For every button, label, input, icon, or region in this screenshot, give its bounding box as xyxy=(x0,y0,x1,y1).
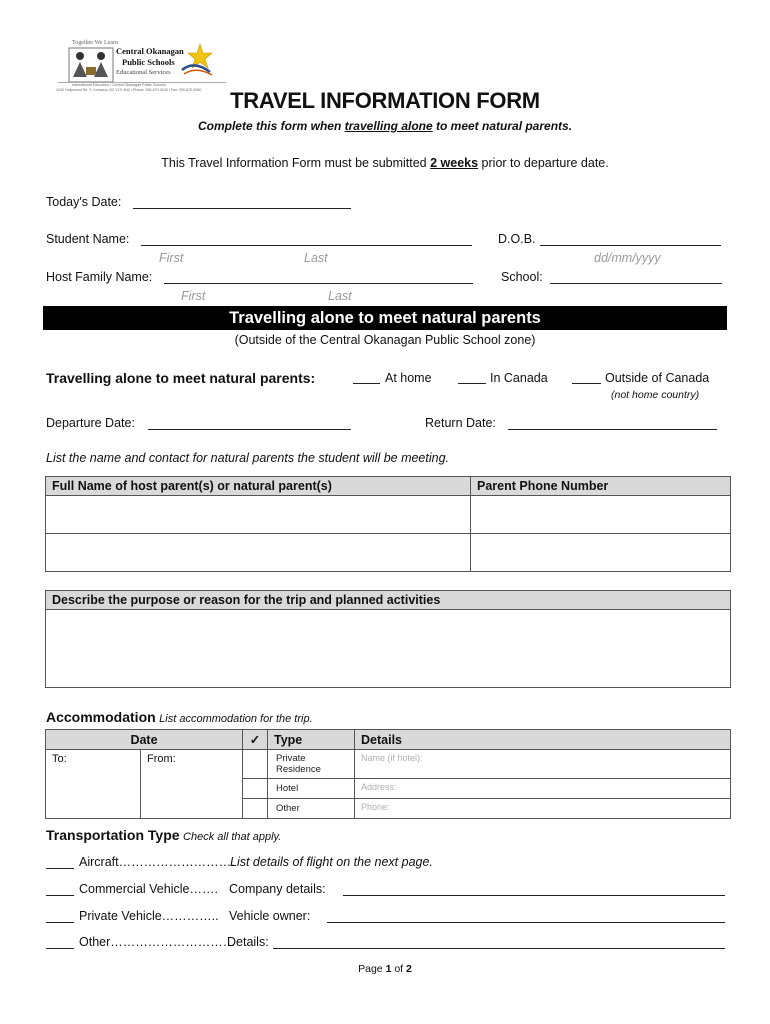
dob-label: D.O.B. xyxy=(498,232,536,246)
outside-canada-note: (not home country) xyxy=(611,389,700,401)
parents-phone-header: Parent Phone Number xyxy=(471,477,731,496)
subtitle-emphasis: travelling alone xyxy=(344,119,433,133)
departure-date-label: Departure Date: xyxy=(46,416,135,430)
school-logo xyxy=(58,40,228,94)
logo-figures-icon xyxy=(68,47,114,83)
host-first-hint: First xyxy=(181,289,206,303)
in-canada-label: In Canada xyxy=(490,371,548,385)
logo-org-line1: Central Okanagan xyxy=(116,46,184,56)
commercial-checkbox[interactable] xyxy=(46,895,74,896)
table-row xyxy=(46,496,731,534)
logo-address-line1: International Education • Central Okanagan Public Schools xyxy=(72,83,166,87)
page-subtitle: Complete this form when travelling alone to meet natural parents. xyxy=(197,119,573,133)
page-title: TRAVEL INFORMATION FORM xyxy=(230,88,540,113)
host-last-hint: Last xyxy=(328,289,352,303)
host-family-field[interactable] xyxy=(164,283,473,284)
aircraft-note: List details of flight on the next page. xyxy=(230,855,433,869)
accommodation-subtitle: List accommodation for the trip. xyxy=(159,713,313,725)
school-label: School: xyxy=(501,270,543,284)
type-hotel: Hotel xyxy=(268,779,355,799)
at-home-label: At home xyxy=(385,371,432,385)
transportation-title: Transportation Type xyxy=(46,827,180,843)
company-details-label: Company details: xyxy=(229,882,326,896)
notice-deadline: 2 weeks xyxy=(430,156,479,170)
parents-name-header: Full Name of host parent(s) or natural parent(s) xyxy=(46,477,471,496)
other-accommodation-checkbox[interactable] xyxy=(243,799,268,819)
transportation-heading xyxy=(46,827,281,843)
section-banner: Travelling alone to meet natural parents xyxy=(43,306,727,330)
commercial-label: Commercial Vehicle……. xyxy=(79,882,218,896)
travel-question: Travelling alone to meet natural parents: xyxy=(46,370,316,386)
vehicle-owner-label: Vehicle owner: xyxy=(229,909,311,923)
at-home-checkbox[interactable] xyxy=(353,383,380,384)
vehicle-owner-field[interactable] xyxy=(327,922,725,923)
accommodation-title: Accommodation xyxy=(46,709,156,725)
logo-tag-line: Educational Services xyxy=(116,69,171,76)
star-swoosh-icon xyxy=(180,42,216,76)
aircraft-checkbox[interactable] xyxy=(46,868,74,869)
return-date-label: Return Date: xyxy=(425,416,496,430)
logo-org-line2: Public Schools xyxy=(122,57,175,67)
type-private-residence: Private Residence xyxy=(268,750,355,779)
accommodation-from-cell[interactable]: From: xyxy=(141,750,243,819)
parents-table xyxy=(45,476,731,572)
logo-top-text: Together We Learn xyxy=(72,40,118,46)
todays-date-field[interactable] xyxy=(133,208,351,209)
return-date-field[interactable] xyxy=(508,429,717,430)
list-instruction: List the name and contact for natural parents the student will be meeting. xyxy=(46,451,450,465)
other-transport-label: Other………………………… xyxy=(79,935,236,949)
company-details-field[interactable] xyxy=(343,895,725,896)
accommodation-type-header: Type xyxy=(268,730,355,750)
submission-notice: This Travel Information Form must be submitted 2 weeks prior to departure date. xyxy=(161,156,609,170)
private-vehicle-checkbox[interactable] xyxy=(46,922,74,923)
departure-date-field[interactable] xyxy=(148,429,351,430)
details-phone-field[interactable]: Phone: xyxy=(355,799,731,819)
student-first-hint: First xyxy=(159,251,184,265)
parent-phone-cell-1[interactable] xyxy=(471,496,731,534)
private-residence-checkbox[interactable] xyxy=(243,750,268,779)
student-last-hint: Last xyxy=(304,251,328,265)
accommodation-to-cell[interactable]: To: xyxy=(46,750,141,819)
logo-address-line2: 1040 Hollywood Rd. S. Kelowna, BC V1X 4N2 • Phone: 250-470-3245 • Fax: 250-870-5060 xyxy=(56,88,202,92)
private-vehicle-label: Private Vehicle………….. xyxy=(79,909,219,923)
purpose-header: Describe the purpose or reason for the trip and planned activities xyxy=(46,591,731,610)
student-name-label: Student Name: xyxy=(46,232,130,246)
details-name-field[interactable]: Name (if hotel): xyxy=(355,750,731,779)
page-number: Page 1 of 2 xyxy=(358,963,412,975)
outside-canada-checkbox[interactable] xyxy=(572,383,601,384)
dob-field[interactable] xyxy=(540,245,721,246)
parent-name-cell-1[interactable] xyxy=(46,496,471,534)
dob-hint: dd/mm/yyyy xyxy=(594,251,661,265)
student-name-field[interactable] xyxy=(141,245,472,246)
section-banner-subtitle: (Outside of the Central Okanagan Public School zone) xyxy=(234,333,536,347)
other-details-field[interactable] xyxy=(273,948,725,949)
accommodation-details-header: Details xyxy=(355,730,731,750)
host-family-label: Host Family Name: xyxy=(46,270,153,284)
accommodation-date-header: Date xyxy=(46,730,243,750)
purpose-field[interactable] xyxy=(46,610,731,688)
checkmark-icon: ✓ xyxy=(249,733,261,747)
transportation-subtitle: Check all that apply. xyxy=(183,831,282,843)
type-other: Other xyxy=(268,799,355,819)
other-details-label: Details: xyxy=(227,935,269,949)
aircraft-label: Aircraft………………………. xyxy=(79,855,235,869)
details-address-field[interactable]: Address: xyxy=(355,779,731,799)
table-row xyxy=(46,534,731,572)
todays-date-label: Today's Date: xyxy=(46,195,122,209)
in-canada-checkbox[interactable] xyxy=(458,383,486,384)
school-field[interactable] xyxy=(550,283,722,284)
accommodation-heading xyxy=(46,709,313,725)
accommodation-check-header xyxy=(243,730,268,750)
other-transport-checkbox[interactable] xyxy=(46,948,74,949)
parent-name-cell-2[interactable] xyxy=(46,534,471,572)
hotel-checkbox[interactable] xyxy=(243,779,268,799)
purpose-table xyxy=(45,590,731,688)
parent-phone-cell-2[interactable] xyxy=(471,534,731,572)
accommodation-table xyxy=(45,729,731,819)
outside-canada-label: Outside of Canada xyxy=(605,371,710,385)
